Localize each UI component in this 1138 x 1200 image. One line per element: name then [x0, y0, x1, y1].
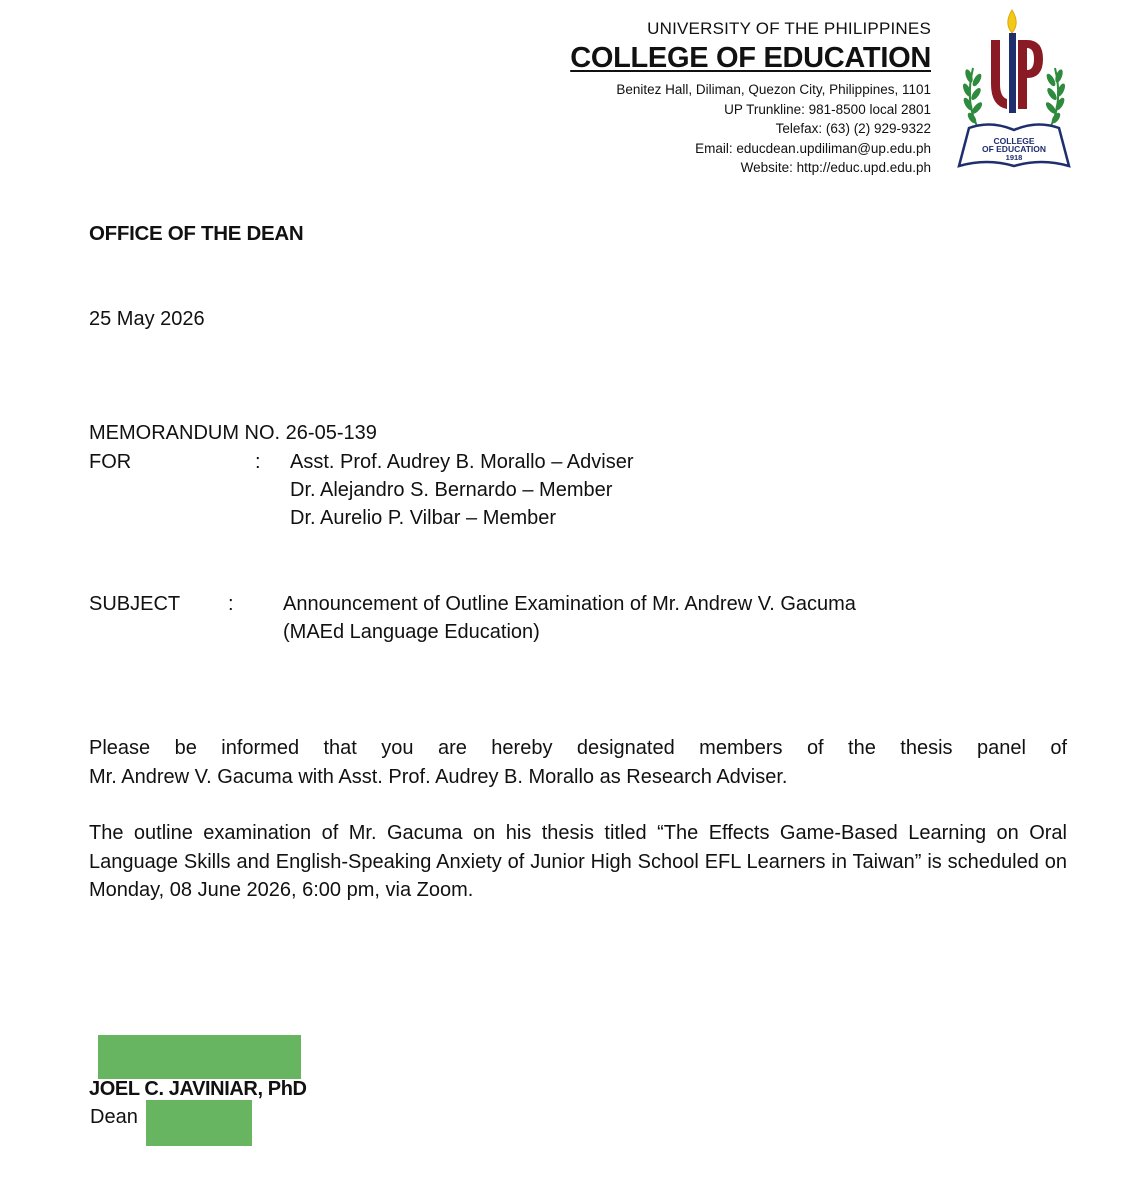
university-name: UNIVERSITY OF THE PHILIPPINES: [647, 19, 931, 38]
college-seal-logo: [955, 6, 1073, 172]
paragraph-designation-line2: Mr. Andrew V. Gacuma with Asst. Prof. Audrey B. Morallo as Research Adviser.: [89, 765, 788, 788]
office-heading: OFFICE OF THE DEAN: [89, 222, 304, 245]
memo-date: 25 May 2026: [89, 308, 205, 330]
for-label: FOR: [89, 451, 132, 473]
college-name: COLLEGE OF EDUCATION: [570, 42, 931, 74]
recipient-adviser: Asst. Prof. Audrey B. Morallo – Adviser: [290, 451, 634, 473]
logo-line2: OF EDUCATION: [981, 144, 1047, 154]
logo-line1: COLLEGE: [993, 136, 1035, 146]
title-redaction: [146, 1100, 252, 1146]
signatory-name: JOEL C. JAVINIAR, PhD: [89, 1078, 307, 1100]
subject-colon: :: [228, 593, 234, 615]
recipient-member-2: Dr. Aurelio P. Vilbar – Member: [290, 507, 557, 529]
right-laurel-icon: [1044, 68, 1066, 126]
trunkline-line: UP Trunkline: 981-8500 local 2801: [724, 101, 931, 117]
address-line: Benitez Hall, Diliman, Quezon City, Philippines, 1101: [616, 82, 931, 97]
torch-handle-icon: [1009, 33, 1016, 113]
u-letter-icon: [991, 40, 1007, 109]
logo-year: 1918: [1005, 153, 1023, 162]
subject-line-2: (MAEd Language Education): [283, 621, 540, 643]
paragraph-schedule: The outline examination of Mr. Gacuma on his thesis titled “The Effects Game-Based Learning on Oral Language Skills and English-Speaking Anxiety of Junior High School EFL Learners in Taiwan” is scheduled on Monday, 08 June 2026, 6:00 pm, via Zoom.: [89, 822, 1067, 901]
contact-block: [616, 80, 931, 178]
telefax-line: Telefax: (63) (2) 929-9322: [775, 121, 931, 136]
subject-line-1: Announcement of Outline Examination of Mr. Andrew V. Gacuma: [283, 593, 856, 615]
email-line: Email: educdean.updiliman@up.edu.ph: [695, 140, 931, 156]
p-letter-icon: [1018, 40, 1043, 109]
website-line: Website: http://educ.upd.edu.ph: [740, 160, 931, 175]
subject-label: SUBJECT: [89, 593, 181, 615]
paragraph-designation: [89, 734, 1067, 791]
torch-flame-icon: [1008, 10, 1016, 33]
recipient-member-1: Dr. Alejandro S. Bernardo – Member: [290, 479, 613, 501]
signature-redaction: [98, 1035, 301, 1079]
signatory-title: Dean: [90, 1106, 138, 1128]
paragraph-designation-line1: Please be informed that you are hereby designated members of the thesis panel of: [89, 737, 1067, 759]
left-laurel-icon: [961, 68, 983, 126]
for-colon: :: [255, 451, 261, 473]
memo-number: MEMORANDUM NO. 26-05-139: [89, 422, 377, 444]
